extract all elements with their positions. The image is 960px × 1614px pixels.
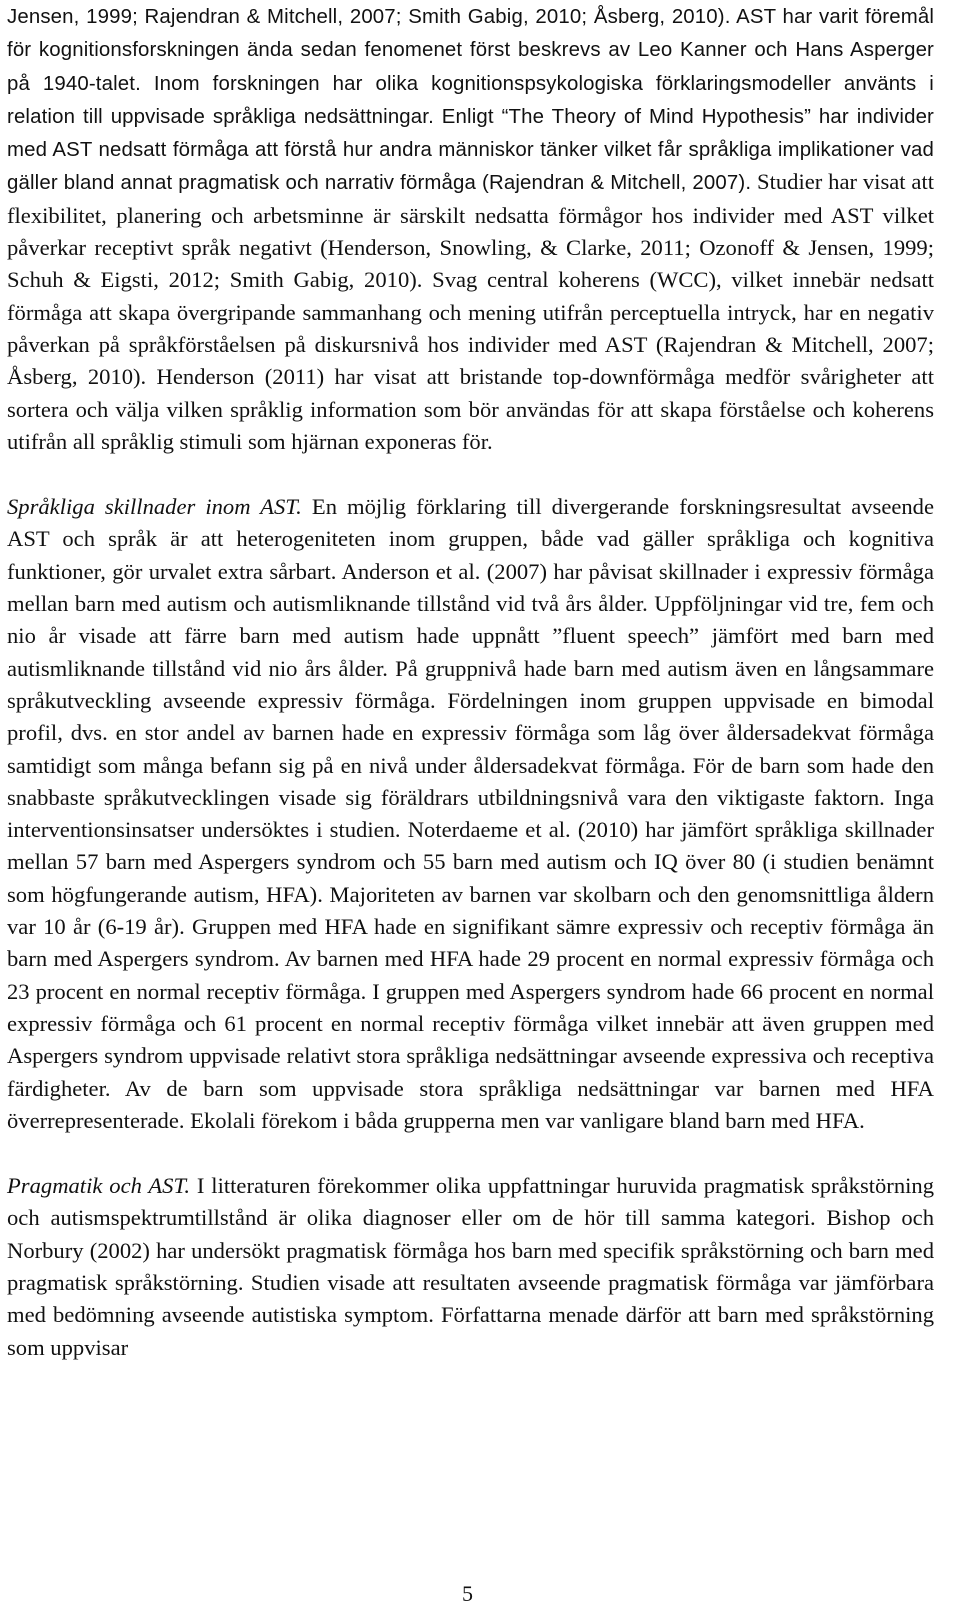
section-body: En möjlig förklaring till divergerande forskningsresultat avseende AST och språk är att heterogeniteten inom gruppen, både vad gäller språkliga och kognitiva funktioner, gör urvalet extra sårbart. Anderson et al. (2007) har påvisat skillnader i expressiv förmåga mellan barn med autism och autismliknande tillstånd vid två års ålder. Uppföljningar vid tre, fem och nio år visade att färre barn med autism hade uppnått ”fluent speech” jämfört med barn med autismliknande tillstånd vid nio års ålder. På gruppnivå hade barn med autism även en långsammare språkutveckling avseende expressiv förmåga. Fördelningen inom gruppen uppvisade en bimodal profil, dvs. en stor andel av barnen hade en expressiv förmåga som låg över åldersadekvat förmåga samtidigt som många befann sig på en nivå under åldersadekvat förmåga. För de barn som hade den snabbaste språkutvecklingen visade sig föräldrars utbildningsnivå vara den viktigaste faktorn. Inga interventionsinsatser undersöktes i studien. Noterdaeme et al. (2010) har jämfört språkliga skillnader mellan 57 barn med Aspergers syndrom och 55 barn med autism och IQ över 80 (i studien benämnt som högfungerande autism, HFA). Majoriteten av barnen var skolbarn och den genomsnittliga åldern var 10 år (6-19 år). Gruppen med HFA hade en signifikant sämre expressiv och receptiv förmåga än barn med Aspergers syndrom. Av barnen med HFA hade 29 procent en normal expressiv förmåga och 23 procent en normal receptiv förmåga. I gruppen med Aspergers syndrom hade 66 procent en normal expressiv förmåga och 61 procent en normal receptiv förmåga vilket innebär att även gruppen med Aspergers syndrom uppvisade relativt stora språkliga nedsättningar avseende expressiva och receptiva färdigheter. Av de barn som uppvisade stora språkliga nedsättningar var barnen med HFA överrepresenterade. Ekolali förekom i båda grupperna men var vanligare bland barn med HFA. [7,494,934,1133]
page-number: 5 [462,1581,473,1606]
paragraph-gap [7,458,934,491]
paragraph-sans-segment: Jensen, 1999; Rajendran & Mitchell, 2007; Smith Gabig, 2010; Åsberg, 2010). AST har varit föremål för kognitionsforskningen ända sedan fenomenet först beskrevs av Leo Kanner och Hans Asperger på 1940-talet. Inom forskningen har olika kognitionspsykologiska förklaringsmodeller använts i relation till uppvisade språkliga nedsättningar. Enligt “The Theory of Mind Hypothesis” har individer med AST nedsatt förmåga att förstå hur andra människor tänker vilket får språkliga implikationer vad gäller bland annat pragmatisk och narrativ förmåga (Rajendran & Mitchell, 2007). [7,6,934,195]
paragraph-gap [7,1137,934,1170]
paragraph-serif-segment: Studier har visat att flexibilitet, planering och arbetsminne är särskilt nedsatta förmågor hos individer med AST vilket påverkar receptivt språk negativt (Henderson, Snowling, & Clarke, 2011; Ozonoff & Jensen, 1999; Schuh & Eigsti, 2012; Smith Gabig, 2010). Svag central koherens (WCC), vilket innebär nedsatt förmåga att skapa övergripande sammanhang och mening utifrån perceptuella intryck, har en negativ påverkan på språkförståelsen på diskursnivå hos individer med AST (Rajendran & Mitchell, 2007; Åsberg, 2010). Henderson (2011) har visat att bristande top-downförmåga medför svårigheter att sortera och välja vilken språklig information som bör användas för att skapa förståelse och koherens utifrån all språklig stimuli som hjärnan exponeras för. [7,169,934,454]
paragraph-continued [7,0,934,458]
section-heading: Pragmatik och AST. [7,1173,191,1199]
section-sprakliga-skillnader [7,491,934,1137]
section-pragmatik [7,1170,934,1364]
section-body: I litteraturen förekommer olika uppfattningar huruvida pragmatisk språkstörning och autismspektrumtillstånd är olika diagnoser eller om de hör till samma kategori. Bishop och Norbury (2002) har undersökt pragmatisk förmåga hos barn med specifik språkstörning och barn med pragmatisk språkstörning. Studien visade att resultaten avseende pragmatisk förmåga var jämförbara med bedömning avseende autistiska symptom. Författarna menade därför att barn med språkstörning som uppvisar [7,1173,935,1360]
section-heading: Språkliga skillnader inom AST. [7,494,302,520]
body-text [7,0,934,1364]
